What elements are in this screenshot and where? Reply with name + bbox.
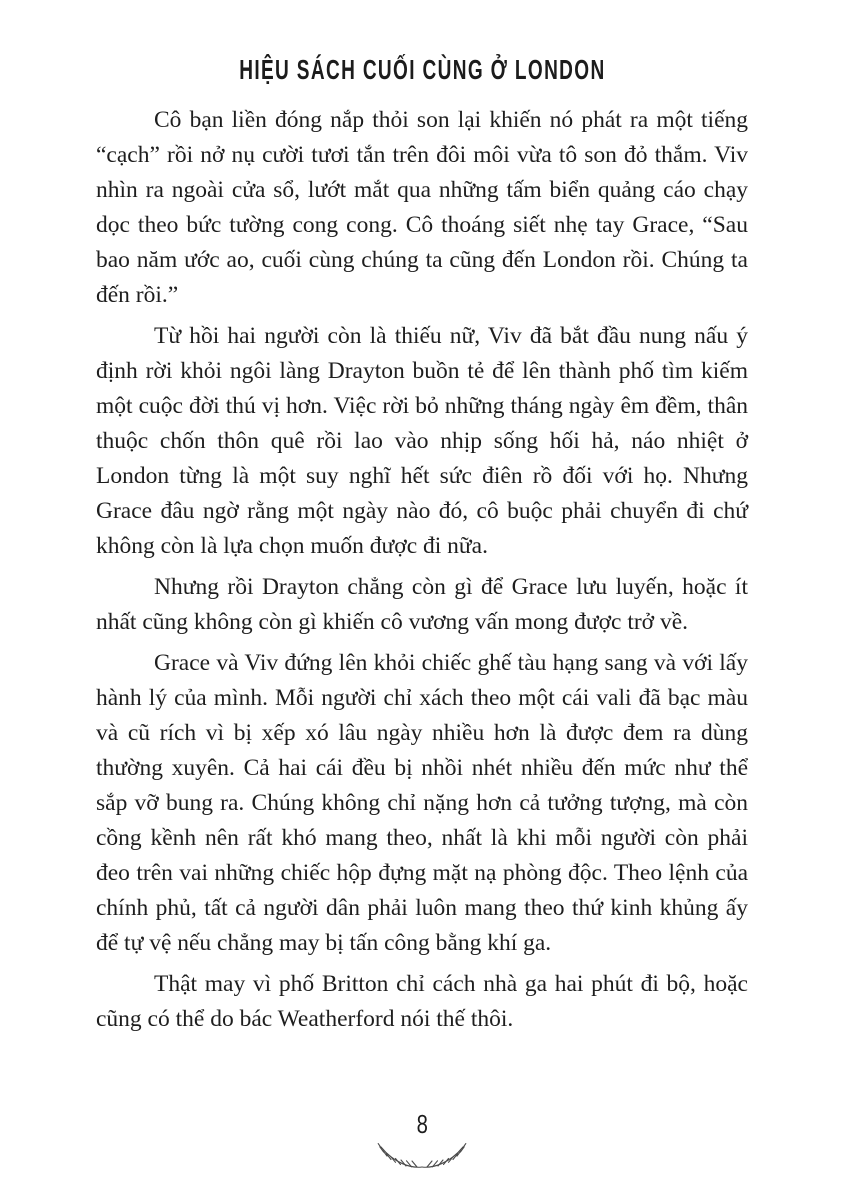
paragraph-5: Thật may vì phố Britton chỉ cách nhà ga hai phút đi bộ, hoặc cũng có thể do bác Weatherford nói thế thôi. [96, 971, 748, 1032]
book-title: HIỆU SÁCH CUỐI CÙNG Ở LONDON [238, 54, 606, 85]
page-footer [96, 1110, 748, 1174]
paragraph-2: Từ hồi hai người còn là thiếu nữ, Viv đã bắt đầu nung nấu ý định rời khỏi ngôi làng Drayton buồn tẻ để lên thành phố tìm kiếm một cuộc đời thú vị hơn. Việc rời bỏ những tháng ngày êm đềm, thân thuộc chốn thôn quê rồi lao vào nhịp sống hối hả, náo nhiệt ở London từng là một suy nghĩ hết sức điên rồ đối với họ. Nhưng Grace đâu ngờ rằng một ngày nào đó, cô buộc phải chuyển đi chứ không còn là lựa chọn muốn được đi nữa. [96, 323, 748, 559]
page-number: 8 [416, 1109, 428, 1139]
body-text [96, 103, 748, 1037]
laurel-branches-icon [374, 1136, 470, 1174]
running-header [96, 54, 748, 86]
paragraph-3: Nhưng rồi Drayton chẳng còn gì để Grace lưu luyến, hoặc ít nhất cũng không còn gì khiến cô vương vấn mong được trở về. [96, 574, 748, 635]
paragraph-4: Grace và Viv đứng lên khỏi chiếc ghế tàu hạng sang và với lấy hành lý của mình. Mỗi người chỉ xách theo một cái vali đã bạc màu và cũ rích vì bị xếp xó lâu ngày nhiều hơn là được đem ra dùng thường xuyên. Cả hai cái đều bị nhồi nhét nhiều đến mức như thể sắp vỡ bung ra. Chúng không chỉ nặng hơn cả tưởng tượng, mà còn cồng kềnh nên rất khó mang theo, nhất là khi mỗi người còn phải đeo trên vai những chiếc hộp đựng mặt nạ phòng độc. Theo lệnh của chính phủ, tất cả người dân phải luôn mang theo thứ kinh khủng ấy để tự vệ nếu chẳng may bị tấn công bằng khí ga. [96, 650, 748, 956]
paragraph-1: Cô bạn liền đóng nắp thỏi son lại khiến nó phát ra một tiếng “cạch” rồi nở nụ cười tươi tắn trên đôi môi vừa tô son đỏ thắm. Viv nhìn ra ngoài cửa sổ, lướt mắt qua những tấm biển quảng cáo chạy dọc theo bức tường cong cong. Cô thoáng siết nhẹ tay Grace, “Sau bao năm ước ao, cuối cùng chúng ta cũng đến London rồi. Chúng ta đến rồi.” [96, 107, 748, 308]
